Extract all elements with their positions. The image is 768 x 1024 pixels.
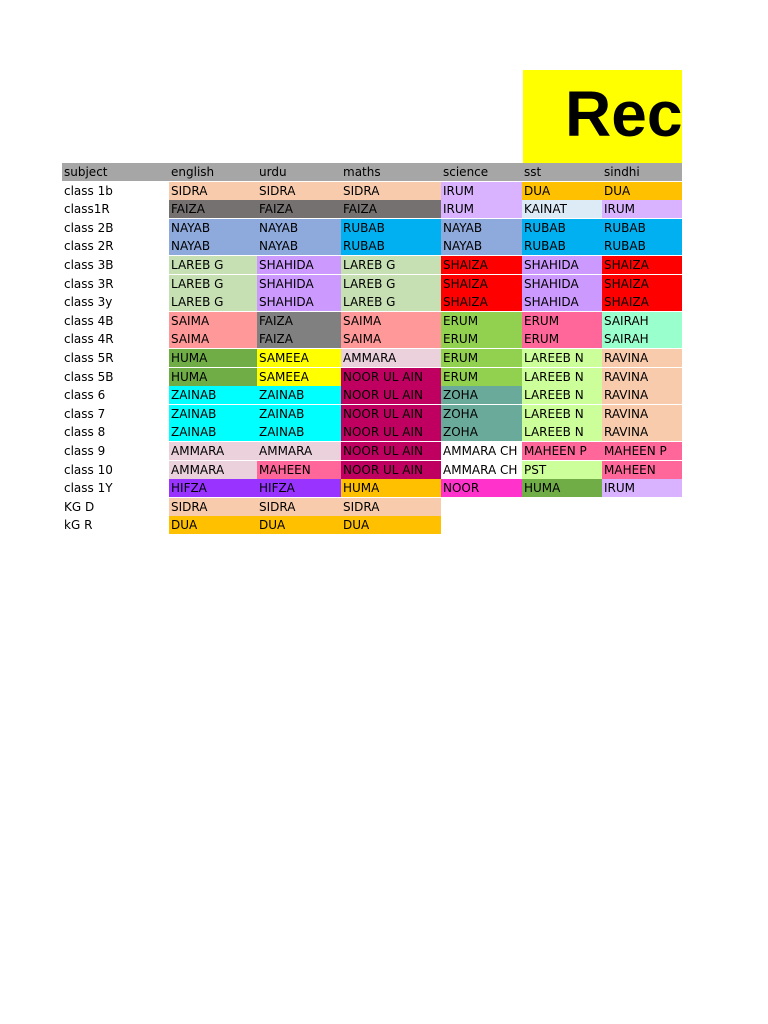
teacher-cell: NOOR xyxy=(441,479,522,497)
teacher-cell: SIDRA xyxy=(169,498,257,516)
teacher-cell: RUBAB xyxy=(341,237,441,255)
teacher-cell: SAIMA xyxy=(341,312,441,330)
row-label: class 1b xyxy=(64,183,113,198)
teacher-cell: LAREB G xyxy=(341,293,441,311)
teacher-cell: KAINAT xyxy=(522,200,602,218)
row-label: class1R xyxy=(64,202,110,217)
sheet-title: Rec xyxy=(565,78,682,150)
teacher-cell: AMMARA xyxy=(341,349,441,367)
row-label: kG R xyxy=(64,518,93,533)
teacher-cell: NAYAB xyxy=(257,237,341,255)
teacher-cell: FAIZA xyxy=(341,200,441,218)
teacher-cell: MAHEEN xyxy=(257,461,341,479)
teacher-cell: NOOR UL AIN xyxy=(341,368,441,386)
teacher-cell: LAREB G xyxy=(341,275,441,293)
teacher-cell: NAYAB xyxy=(441,237,522,255)
teacher-cell: AMMARA xyxy=(169,442,257,460)
teacher-cell: IRUM xyxy=(441,182,522,200)
header-cell-maths: maths xyxy=(341,163,441,181)
teacher-cell: DUA xyxy=(522,182,602,200)
teacher-cell: RUBAB xyxy=(602,219,682,237)
teacher-cell: LAREB G xyxy=(169,293,257,311)
teacher-cell: SIDRA xyxy=(169,182,257,200)
teacher-cell: LAREB G xyxy=(341,256,441,274)
row-label: class 1Y xyxy=(64,481,113,496)
teacher-cell: NAYAB xyxy=(169,219,257,237)
teacher-cell: SHAHIDA xyxy=(257,293,341,311)
teacher-cell: ERUM xyxy=(441,368,522,386)
teacher-cell: AMMARA CH xyxy=(441,442,522,460)
teacher-cell: FAIZA xyxy=(257,312,341,330)
teacher-cell: MAHEEN P xyxy=(602,442,682,460)
row-label: class 8 xyxy=(64,425,106,440)
teacher-cell: NAYAB xyxy=(169,237,257,255)
teacher-cell: RAVINA xyxy=(602,386,682,404)
teacher-cell: NAYAB xyxy=(441,219,522,237)
teacher-cell: SHAHIDA xyxy=(522,256,602,274)
teacher-cell: LAREB G xyxy=(169,256,257,274)
title-banner xyxy=(523,70,682,163)
teacher-cell: DUA xyxy=(341,516,441,534)
teacher-cell: SAIMA xyxy=(169,330,257,348)
teacher-cell: NOOR UL AIN xyxy=(341,461,441,479)
teacher-cell: DUA xyxy=(257,516,341,534)
header-cell-sst: sst xyxy=(522,163,602,181)
header-cell-urdu: urdu xyxy=(257,163,341,181)
teacher-cell: RUBAB xyxy=(602,237,682,255)
teacher-cell: RUBAB xyxy=(522,237,602,255)
teacher-cell: SAMEEA xyxy=(257,349,341,367)
teacher-cell: SIDRA xyxy=(341,498,441,516)
teacher-cell: ZAINAB xyxy=(169,386,257,404)
teacher-cell: LAREB G xyxy=(169,275,257,293)
teacher-cell: SHAIZA xyxy=(441,256,522,274)
teacher-cell: NOOR UL AIN xyxy=(341,442,441,460)
teacher-cell: IRUM xyxy=(602,479,682,497)
teacher-cell: LAREEB N xyxy=(522,368,602,386)
teacher-cell: ERUM xyxy=(441,330,522,348)
row-label: class 6 xyxy=(64,388,106,403)
row-label: class 5B xyxy=(64,369,114,384)
teacher-cell: AMMARA xyxy=(169,461,257,479)
teacher-cell: NOOR UL AIN xyxy=(341,423,441,441)
teacher-cell: ZAINAB xyxy=(169,405,257,423)
row-label: class 3B xyxy=(64,258,114,272)
teacher-cell: SAMEEA xyxy=(257,368,341,386)
teacher-cell: SAIRAH xyxy=(602,312,682,330)
teacher-cell: NAYAB xyxy=(257,219,341,237)
teacher-cell: SAIRAH xyxy=(602,330,682,348)
teacher-cell: SAIMA xyxy=(341,330,441,348)
teacher-cell: RAVINA xyxy=(602,349,682,367)
teacher-cell: LAREEB N xyxy=(522,349,602,367)
teacher-cell: RAVINA xyxy=(602,405,682,423)
teacher-cell: FAIZA xyxy=(257,200,341,218)
teacher-cell: ZAINAB xyxy=(169,423,257,441)
teacher-cell: HIFZA xyxy=(257,479,341,497)
teacher-cell: ZOHA xyxy=(441,423,522,441)
teacher-cell: HUMA xyxy=(169,368,257,386)
teacher-cell: HUMA xyxy=(169,349,257,367)
row-label: KG D xyxy=(64,499,95,514)
row-label: class 5R xyxy=(64,351,114,365)
teacher-cell: LAREEB N xyxy=(522,386,602,404)
teacher-cell: SHAHIDA xyxy=(257,256,341,274)
teacher-cell: IRUM xyxy=(441,200,522,218)
header-cell-sindhi: sindhi xyxy=(602,163,682,181)
teacher-cell: SHAIZA xyxy=(602,256,682,274)
teacher-cell: LAREEB N xyxy=(522,405,602,423)
teacher-cell: FAIZA xyxy=(169,200,257,218)
teacher-cell: SHAIZA xyxy=(441,293,522,311)
row-label: class 2R xyxy=(64,239,114,254)
teacher-cell: SIDRA xyxy=(257,182,341,200)
teacher-cell: ZAINAB xyxy=(257,386,341,404)
teacher-cell: ZAINAB xyxy=(257,405,341,423)
teacher-cell: HUMA xyxy=(341,479,441,497)
header-cell-english: english xyxy=(169,163,257,181)
teacher-cell: SIDRA xyxy=(341,182,441,200)
teacher-cell: MAHEEN P xyxy=(522,442,602,460)
teacher-cell: SHAHIDA xyxy=(522,275,602,293)
teacher-cell: ERUM xyxy=(522,330,602,348)
teacher-cell: ZOHA xyxy=(441,386,522,404)
teacher-cell: LAREEB N xyxy=(522,423,602,441)
header-cell-subject: subject xyxy=(62,163,169,181)
teacher-cell: SIDRA xyxy=(257,498,341,516)
teacher-cell: ERUM xyxy=(441,312,522,330)
teacher-cell: RAVINA xyxy=(602,423,682,441)
teacher-cell: AMMARA CH xyxy=(441,461,522,479)
teacher-cell: HIFZA xyxy=(169,479,257,497)
teacher-cell: ZOHA xyxy=(441,405,522,423)
teacher-cell: ERUM xyxy=(522,312,602,330)
row-label: class 3y xyxy=(64,295,113,310)
row-label: class 7 xyxy=(64,406,106,421)
row-label: class 3R xyxy=(64,276,114,291)
teacher-cell: NOOR UL AIN xyxy=(341,405,441,423)
row-label: class 9 xyxy=(64,444,106,458)
teacher-cell: DUA xyxy=(602,182,682,200)
teacher-cell: ZAINAB xyxy=(257,423,341,441)
header-cell-science: science xyxy=(441,163,522,181)
teacher-cell: SAIMA xyxy=(169,312,257,330)
teacher-cell: PST xyxy=(522,461,602,479)
row-label: class 10 xyxy=(64,462,113,477)
teacher-cell: MAHEEN xyxy=(602,461,682,479)
teacher-cell: SHAIZA xyxy=(441,275,522,293)
teacher-cell: SHAIZA xyxy=(602,275,682,293)
teacher-cell: NOOR UL AIN xyxy=(341,386,441,404)
teacher-cell: IRUM xyxy=(602,200,682,218)
teacher-cell: RAVINA xyxy=(602,368,682,386)
teacher-cell: HUMA xyxy=(522,479,602,497)
teacher-cell: DUA xyxy=(169,516,257,534)
teacher-cell: SHAIZA xyxy=(602,293,682,311)
teacher-cell: SHAHIDA xyxy=(522,293,602,311)
teacher-cell: ERUM xyxy=(441,349,522,367)
row-label: class 4B xyxy=(64,313,114,328)
teacher-cell: FAIZA xyxy=(257,330,341,348)
row-label: class 4R xyxy=(64,332,114,347)
row-label: class 2B xyxy=(64,220,114,235)
teacher-cell: AMMARA xyxy=(257,442,341,460)
teacher-cell: RUBAB xyxy=(341,219,441,237)
teacher-cell: RUBAB xyxy=(522,219,602,237)
teacher-cell: SHAHIDA xyxy=(257,275,341,293)
